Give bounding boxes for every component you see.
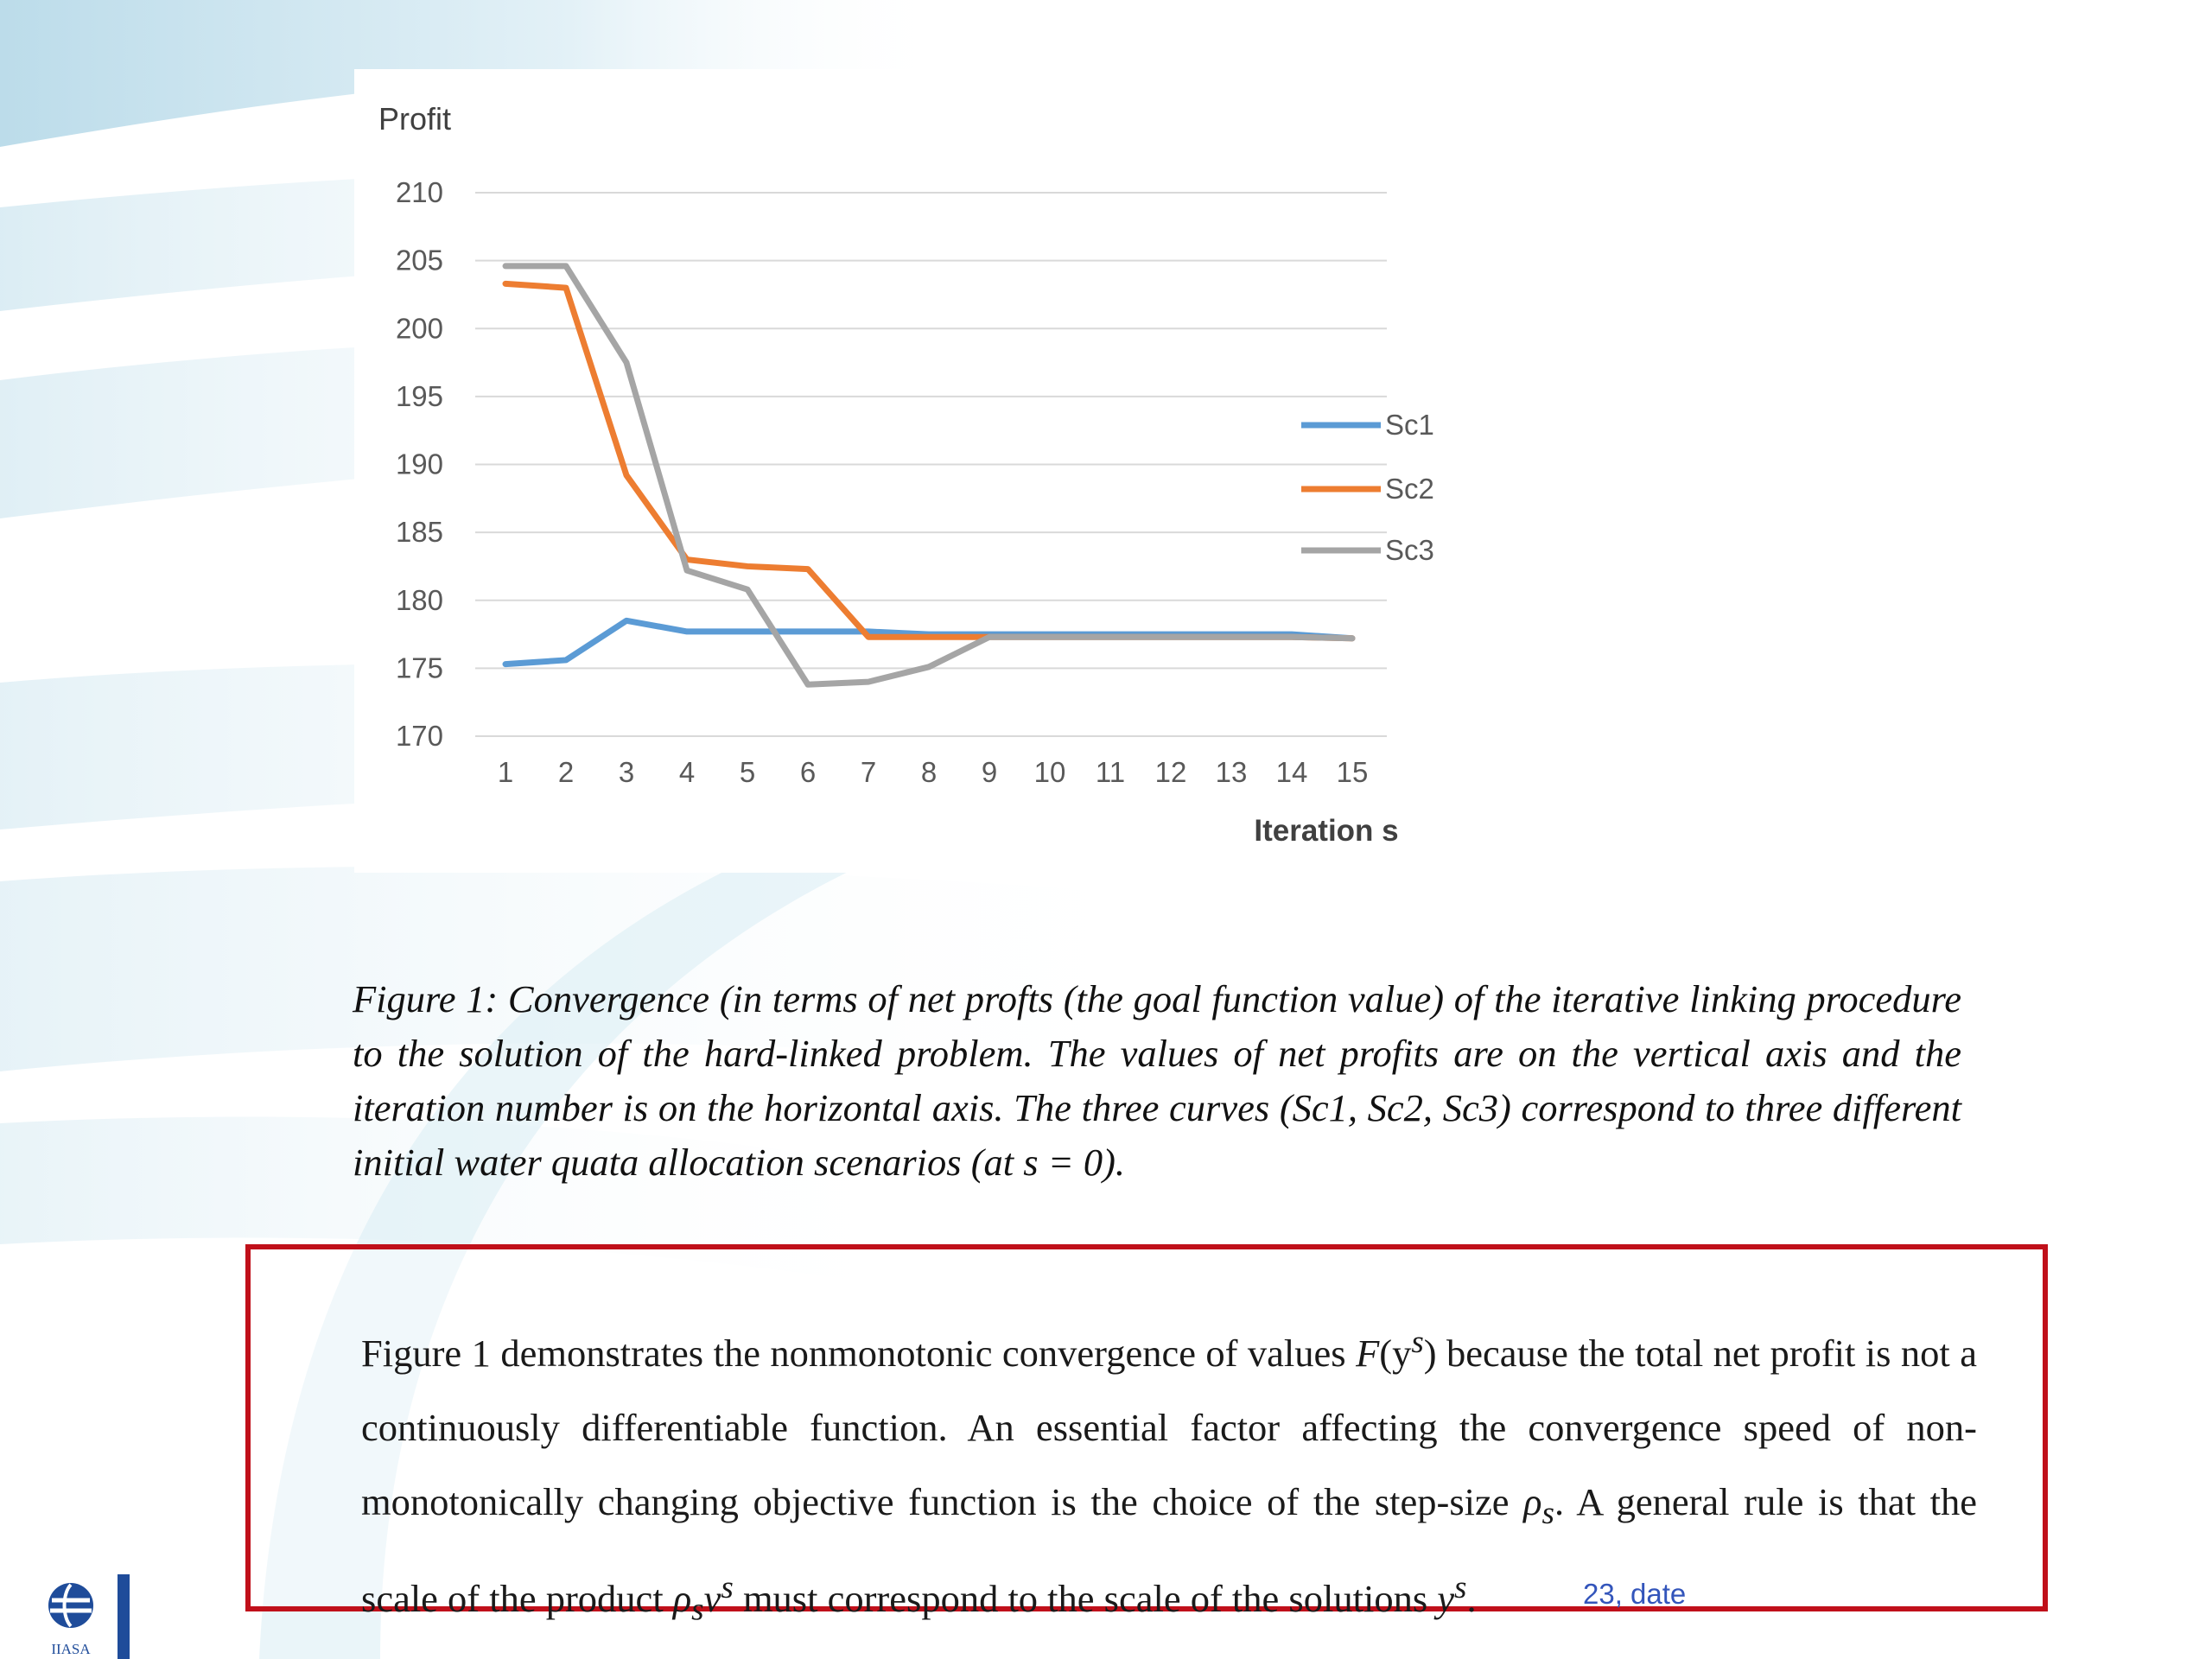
x-tick-label: 14 <box>1275 756 1308 788</box>
y-tick-label: 210 <box>395 176 443 208</box>
x-tick-label: 1 <box>497 756 514 788</box>
y-tick-label: 190 <box>395 448 443 480</box>
series-line-sc1 <box>505 620 1352 664</box>
y-tick-label: 170 <box>395 720 443 752</box>
x-tick-label: 13 <box>1215 756 1248 788</box>
x-tick-label: 5 <box>739 756 756 788</box>
profit-convergence-chart <box>354 69 1469 873</box>
y-tick-label: 185 <box>395 516 443 549</box>
logo-text: IIASA <box>51 1641 91 1657</box>
legend-label-sc1: Sc1 <box>1385 409 1434 441</box>
logo-bar <box>118 1574 130 1659</box>
chart-panel <box>354 69 1469 873</box>
iiasa-logo <box>40 1573 109 1659</box>
x-tick-label: 6 <box>799 756 817 788</box>
y-axis-label: Profit <box>378 101 452 137</box>
y-tick-label: 200 <box>395 312 443 345</box>
x-tick-label: 9 <box>981 756 998 788</box>
legend-label-sc3: Sc3 <box>1385 534 1434 566</box>
note-text: Figure 1 demonstrates the nonmonotonic convergence of values $F(y^s)$ because the total net profit is not a continuously differentiable function. An essential factor affecting the convergence speed of non-monotonically changing objective function is the choice of the step-size $\rho_s$. A general rule is that the scale of the product $\rho_s\nu^s$ must correspond to the scale of the solutions $y^s$. <box>361 1325 1977 1628</box>
x-tick-label: 11 <box>1095 756 1126 788</box>
x-axis-label: Iteration s <box>1254 814 1399 848</box>
y-tick-label: 195 <box>395 379 443 412</box>
figure-caption: Figure 1: Convergence (in terms of net profts (the goal function value) of the iterative linking procedure to the solution of the hard-linked problem. The values of net profits are on the vertical axis and the iteration number is on the horizontal axis. The three curves (Sc1, Sc2, Sc3) correspond to three different initial water quata allocation scenarios (at s = 0). <box>353 977 1961 1184</box>
y-tick-label: 175 <box>395 652 443 684</box>
slide-footer: 23, date <box>1583 1578 1687 1610</box>
y-tick-label: 205 <box>395 244 443 276</box>
legend-label-sc2: Sc2 <box>1385 473 1434 505</box>
x-tick-label: 3 <box>618 756 635 788</box>
x-tick-label: 2 <box>557 756 575 788</box>
x-tick-label: 8 <box>920 756 938 788</box>
x-tick-label: 7 <box>860 756 877 788</box>
x-tick-label: 15 <box>1336 756 1369 788</box>
x-tick-label: 4 <box>678 756 696 788</box>
x-tick-label: 10 <box>1033 756 1066 788</box>
highlighted-note-box <box>245 1244 2048 1628</box>
x-tick-label: 12 <box>1154 756 1187 788</box>
series-line-sc2 <box>505 283 1352 638</box>
y-tick-label: 180 <box>395 583 443 616</box>
